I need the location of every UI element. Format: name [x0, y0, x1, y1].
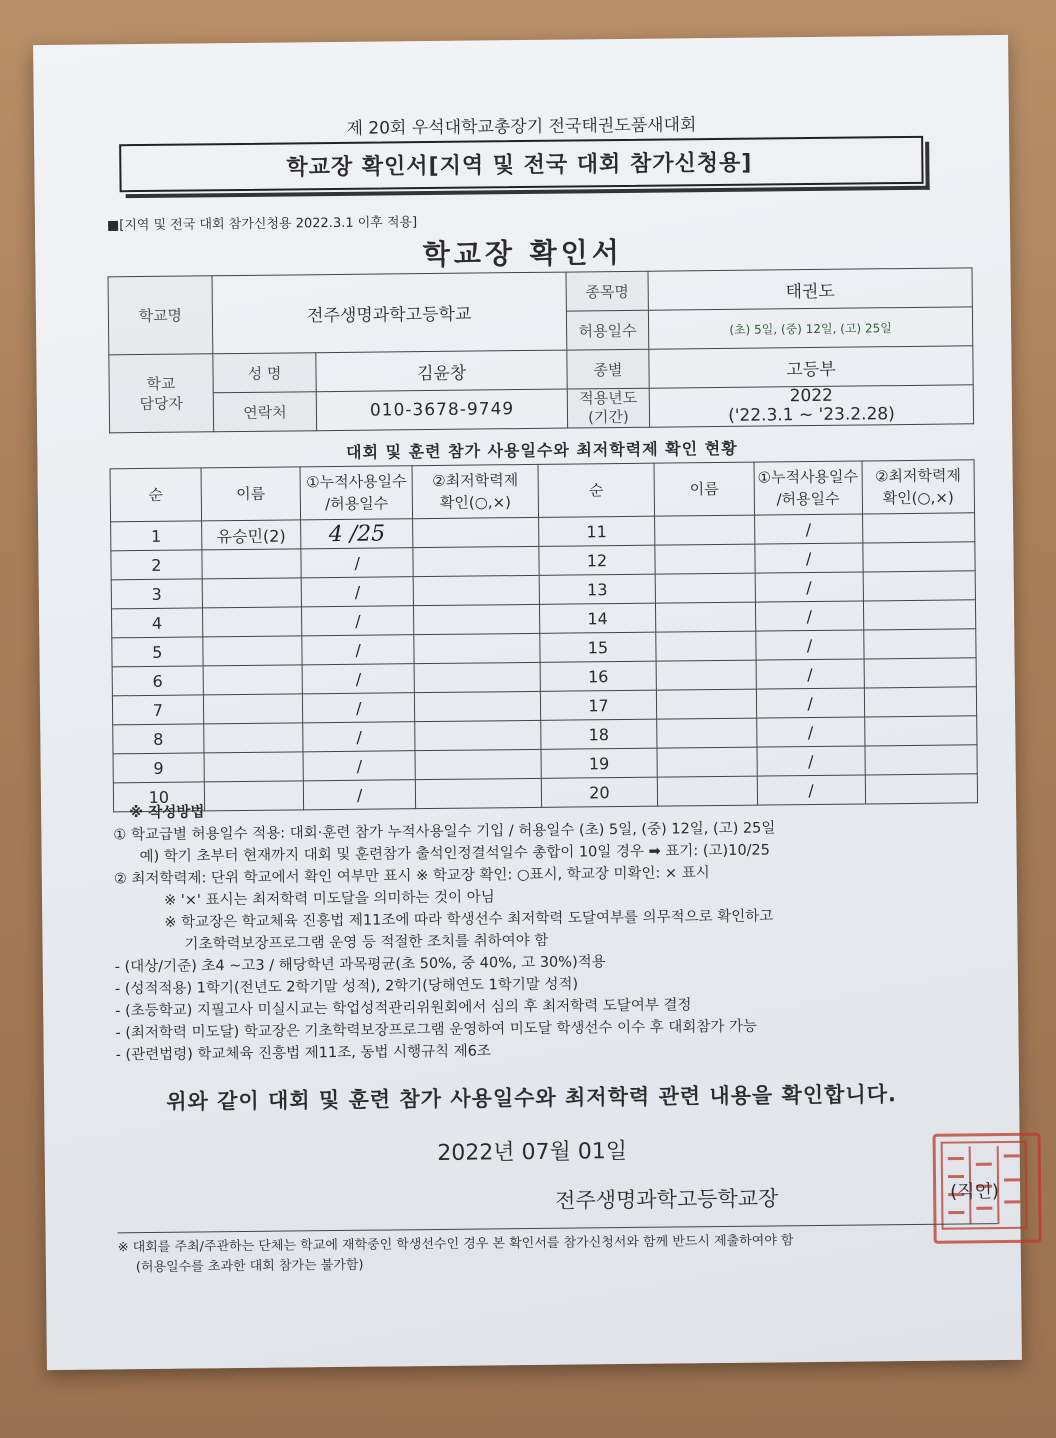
row-check-right [864, 658, 977, 688]
row-name [203, 636, 303, 666]
contact-group-label: 학교 담당자 [109, 354, 213, 433]
row-days-right: / [754, 543, 862, 573]
document-paper [33, 35, 1022, 1370]
row-check-right [865, 745, 978, 775]
row-days: / [302, 635, 415, 665]
row-name: 유승민(2) [201, 520, 301, 550]
row-number-right: 20 [541, 777, 658, 807]
row-name [203, 694, 303, 724]
event-title: 제 20회 우석대학교총장기 전국태권도품새대회 [346, 115, 697, 139]
school-label: 학교명 [108, 276, 212, 355]
row-number: 7 [112, 695, 203, 725]
row-name [204, 752, 304, 782]
row-check-right [863, 629, 976, 659]
allow-label: 허용일수 [566, 310, 648, 350]
row-check-right [863, 600, 976, 630]
row-number-right: 19 [541, 748, 658, 778]
row-days: / [302, 693, 415, 723]
row-name-right [657, 689, 757, 719]
row-check-right [863, 571, 976, 601]
row-number-right: 14 [539, 603, 656, 633]
row-check [415, 691, 541, 721]
row-name [203, 723, 303, 753]
method-line: - (초등학교) 지필고사 미실시교는 학업성적관리위원회에서 심의 후 최저학력 도달여부 결정 [115, 997, 692, 1020]
row-name [202, 607, 302, 637]
row-number: 6 [112, 666, 203, 696]
row-number-right: 15 [539, 632, 656, 662]
school-name: 전주생명과학고등학교 [212, 272, 567, 354]
confirmation-statement: 위와 같이 대회 및 훈련 참가 사용일수와 최저학력 관련 내용을 확인합니다. [166, 1082, 898, 1114]
row-days-right: / [755, 601, 863, 631]
row-number: 10 [113, 782, 204, 812]
row-days: / [301, 577, 414, 607]
row-number: 8 [113, 724, 204, 754]
row-check-right [864, 687, 977, 717]
method-line: ② 최저학력제: 단위 학교에서 확인 여부만 표시 ※ 학교장 확인: ○표시, 학교장 미확인: × 표시 [113, 865, 710, 888]
applicability-note: ■[지역 및 전국 대회 참가신청용 2022.3.1 이후 적용] [106, 215, 418, 234]
writing-method [113, 793, 996, 1066]
row-days-right: / [754, 514, 862, 544]
row-days: / [303, 722, 416, 752]
col-check-right: ②최저학력제 확인(○,×) [862, 460, 975, 514]
row-number-right: 18 [540, 719, 657, 749]
method-line: - (성적적용) 1학기(전년도 2학기말 성적), 2학기(당해연도 1학기말 성적) [114, 976, 579, 998]
row-days-right: / [756, 688, 864, 718]
year-period: ('22.3.1 ~ '23.2.28) [728, 404, 895, 426]
status-heading: 대회 및 훈련 참가 사용일수와 최저학력제 확인 현황 [345, 438, 738, 462]
footer-note [118, 1231, 794, 1278]
row-number: 3 [111, 579, 202, 609]
footer-divider [118, 1223, 998, 1233]
status-table [110, 459, 979, 812]
year-cell [649, 385, 973, 427]
row-check-right [864, 716, 977, 746]
col-name: 이름 [201, 467, 301, 521]
row-name-right [656, 631, 756, 661]
footer-note-line: (허용일수를 초과한 대회 참가는 불가함) [135, 1257, 364, 1276]
method-line: - (최저학력 미도달) 학교장은 기초학력보장프로그램 운영하여 미도달 학생선수 이수 후 대회참가 가능 [115, 1018, 758, 1042]
row-name [202, 549, 302, 579]
row-name-right [655, 544, 755, 574]
row-number: 5 [112, 637, 203, 667]
row-number-right: 16 [540, 661, 657, 691]
row-name-right [655, 515, 755, 545]
row-days: / [301, 548, 414, 578]
method-line: ① 학교급별 허용일수 적용: 대회·훈련 참가 누적사용일수 기입 / 허용일수 (초) 5일, (중) 12일, (고) 25일 [113, 820, 776, 844]
row-days-right: / [757, 746, 865, 776]
row-days: / [303, 780, 416, 810]
row-days: / [302, 664, 415, 694]
row-name-right [656, 602, 756, 632]
row-number-right: 12 [539, 545, 656, 575]
row-days-right: / [755, 572, 863, 602]
row-name-right [656, 660, 756, 690]
event-value: 태권도 [648, 268, 972, 310]
contact-name: 김윤창 [316, 350, 567, 392]
name-label: 성 명 [213, 353, 317, 393]
contact-phone: 010-3678-9749 [317, 389, 568, 431]
event-label: 종목명 [566, 271, 648, 311]
col-name-right: 이름 [654, 462, 754, 516]
row-days: / [303, 751, 416, 781]
col-days: ①누적사용일수 /허용일수 [300, 466, 413, 520]
row-days-right: / [755, 630, 863, 660]
row-check [414, 662, 540, 692]
row-name-right [657, 747, 757, 777]
col-no: 순 [110, 468, 201, 522]
row-name-right [657, 718, 757, 748]
category-label: 종별 [567, 349, 649, 389]
row-number-right: 13 [539, 574, 656, 604]
row-name [203, 665, 303, 695]
col-no-right: 순 [538, 463, 655, 517]
signer-title: 전주생명과학고등학교장 [555, 1186, 779, 1213]
row-days: 4 /25 [301, 519, 414, 549]
year-label: 적용년도 (기간) [567, 388, 649, 428]
phone-label: 연락처 [213, 392, 317, 432]
banner-title: 학교장 확인서[지역 및 전국 대회 참가신청용] [286, 150, 753, 181]
seal-label: (직인) [950, 1181, 1000, 1203]
issue-date: 2022년 07월 01일 [437, 1138, 628, 1166]
allow-value: (초) 5일, (중) 12일, (고) 25일 [648, 307, 972, 349]
row-days-right: / [757, 775, 865, 805]
row-number: 4 [111, 608, 202, 638]
row-check [414, 575, 540, 605]
row-name-right [655, 573, 755, 603]
col-days-right: ①누적사용일수 /허용일수 [754, 461, 863, 515]
row-number: 2 [111, 550, 202, 580]
row-check [414, 604, 540, 634]
row-check-right [862, 513, 975, 543]
col-check: ②최저학력제 확인(○,×) [412, 464, 538, 518]
main-title: 학교장 확인서 [422, 235, 623, 272]
row-number: 1 [111, 521, 202, 551]
row-check [415, 720, 541, 750]
row-number-right: 11 [538, 516, 655, 546]
row-number: 9 [113, 753, 204, 783]
info-table [108, 267, 975, 433]
row-number-right: 17 [540, 690, 657, 720]
row-days: / [302, 606, 415, 636]
row-name [202, 578, 302, 608]
method-line: ※ '×' 표시는 최저학력 미도달을 의미하는 것이 아님 [163, 889, 495, 909]
row-check [414, 633, 540, 663]
row-days-right: / [756, 659, 864, 689]
method-line: ※ 학교장은 학교체육 진흥법 제11조에 따라 학생선수 최저학력 도달여부를 의무적으로 확인하고 [164, 908, 774, 931]
method-line: - (관련법령) 학교체육 진흥법 제11조, 동법 시행규칙 제6조 [115, 1043, 491, 1064]
row-check [413, 517, 539, 547]
method-line: 예) 학기 초부터 현재까지 대회 및 훈련참가 출석인정결석일수 총합이 10일 경우 ➡ 표기: (고)10/25 [139, 842, 771, 866]
category-value: 고등부 [649, 346, 973, 388]
row-check-right [862, 542, 975, 572]
row-check [413, 546, 539, 576]
method-title: ※ 작성방법 [129, 804, 205, 822]
row-check [415, 749, 541, 779]
row-days-right: / [756, 717, 864, 747]
method-line: - (대상/기준) 초4 ~고3 / 해당학년 과목평균(초 50%, 중 40%, 고 30%)적용 [114, 954, 606, 976]
year-value: 2022 [789, 385, 834, 407]
footer-note-line: ※ 대회를 주최/주관하는 단체는 학교에 재학중인 학생선수인 경우 본 확인서를 참가신청서와 함께 반드시 제출하여야 함 [117, 1233, 794, 1256]
method-line: 기초학력보장프로그램 운영 등 적절한 조치를 취하여야 함 [184, 932, 549, 953]
